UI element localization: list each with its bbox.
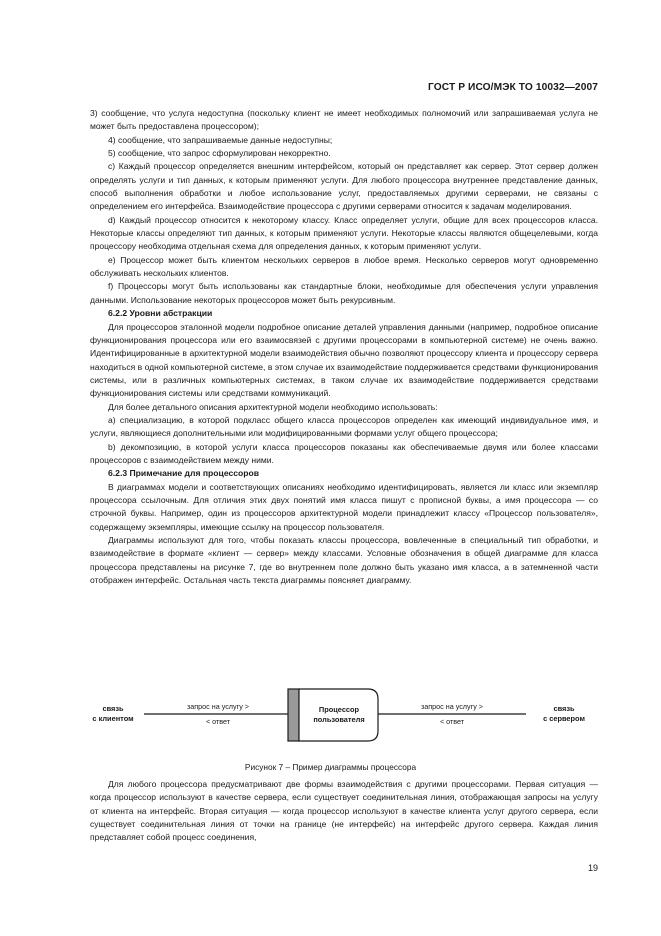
paragraph: В диаграммах модели и соответствующих описаниях необходимо идентифицировать, является ли класс или экземпляр процессора ссылочным. Для отличия этих двух понятий имя класса пишут с прописной буквы, а имя процессора — со строчной буквы. Например, один из процессоров архитектурной модели принадлежит классу «Процессор пользователя», содержащему экземпляры, имеющие ссылку на процессор пользователя.: [90, 481, 598, 532]
list-item: a) специализацию, в которой подкласс общего класса процессоров определен как имеющий индивидуальное имя, и услуги, являющиеся дополнительными или модифицированными формами услуг общего процессора;: [90, 414, 598, 439]
left-request-label: запрос на услугу >: [186, 702, 250, 711]
list-item: 4) сообщение, что запрашиваемые данные недоступны;: [108, 134, 333, 145]
paragraph: c) Каждый процессор определяется внешним интерфейсом, который он представляет как сервер. Этот сервер должен определять услуги и тип данных, к которым применяют услуги. Для любого процессора внутреннее представление данных, способ выполнения обработки и любое использование услуг, предоставляемых другими серверами, не связаны с определением его интерфейса. Взаимодействие процессора с другими серверами относится к задачам моделирования.: [90, 161, 598, 212]
processor-diagram: [82, 686, 602, 746]
list-item: 3) сообщение, что услуга недоступна (поскольку клиент не имеет необходимых полномочий или запрашиваемая услуга не может быть предоставлена процессором);: [90, 108, 598, 132]
section-heading: 6.2.2 Уровни абстракции: [108, 308, 213, 319]
server-link-label: связь с сервером: [543, 704, 585, 723]
page-number: 19: [587, 863, 598, 873]
paragraph: f) Процессоры могут быть использованы как стандартные блоки, необходимые для обеспечения услуги управления данными. Использование некоторых процессоров может быть рекурсивным.: [90, 281, 598, 305]
right-answer-label: < ответ: [439, 717, 465, 726]
figure-caption: Рисунок 7 – Пример диаграммы процессора: [244, 762, 417, 772]
client-link-label: связь с клиентом: [92, 704, 134, 723]
interface-shaded-area: [288, 689, 299, 741]
section-heading: 6.2.3 Примечание для процессоров: [108, 468, 260, 479]
list-item: 5) сообщение, что запрос сформулирован некорректно.: [108, 148, 331, 159]
processor-name: Процессор пользователя: [313, 705, 365, 724]
left-answer-label: < ответ: [205, 717, 231, 726]
paragraph: d) Каждый процессор относится к некоторому классу. Класс определяет услуги, общие для всех процессоров класса. Некоторые классы определяют тип данных, к которым применяют услуги. Некоторые классы являются общецелевыми, когда процессору необходима отдельная схема для определения данных, к которым применяют услуги.: [90, 214, 598, 252]
paragraph: Для любого процессора предусматривают две формы взаимодействия с другими процессорами. Первая ситуация — когда процессор используют в качестве сервера, если существует соединительная линия, отображающая запросы на услугу от клиента на интерфейс. Вторая ситуация — когда процессор используют в качестве клиента услуг другого сервера, если существует соединительная линия от точки на границе (не интерфейс) на интерфейс другого сервера. Каждая линия представляет собой процесс соединения,: [90, 779, 598, 843]
paragraph: Для процессоров эталонной модели подробное описание деталей управления данными (например, подробное описание функционирования процессора или его взаимосвязей с другими процессорами в компьютерной системе) не очень важно. Идентифицированные в архитектурной модели взаимодействия обычно позволяют процессору клиента и процессору сервера находиться в одной компьютерной системе, в этом случае их взаимодействие поддерживается средствами функционирования системы, или в различных компьютерных системах, в таком случае их взаимодействие поддерживается средствами функционирования системы или средствами коммуникаций.: [90, 321, 598, 399]
continued-text: [90, 778, 598, 845]
main-text: [90, 107, 598, 587]
standard-header: ГОСТ Р ИСО/МЭК ТО 10032—2007: [427, 82, 598, 93]
right-request-label: запрос на услугу >: [420, 702, 484, 711]
paragraph: Для более детального описания архитектурной модели необходимо использовать:: [108, 401, 438, 412]
paragraph: e) Процессор может быть клиентом нескольких серверов в любое время. Несколько серверов могут одновременно обслуживать нескольких клиентов.: [90, 254, 598, 279]
list-item: b) декомпозицию, в которой услуги класса процессоров показаны как обеспечиваемые двумя или более классами процессоров с взаимодействием между ними.: [90, 441, 598, 465]
paragraph: Диаграммы используют для того, чтобы показать классы процессора, вовлеченные в специальный тип обработки, и взаимодействие в формате «клиент — сервер» между классами. Условные обозначения в общей диаграмме для класса процессора представлены на рисунке 7, где во внутреннем поле должно быть указано имя класса, а в затемненной части отображен интерфейс. Остальная часть текста диаграммы поясняет диаграмму.: [90, 535, 598, 586]
